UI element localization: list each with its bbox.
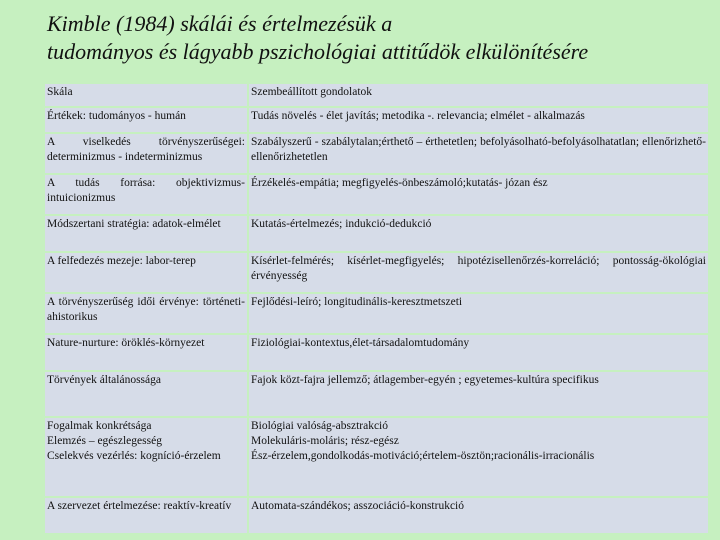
contrast-cell: Szabályszerű - szabálytalan;érthető – érthetetlen; befolyásolható-befolyásolhatatlan; ellenőrizhető-ellenőrizhetetlen [248,133,709,174]
title-line-1: Kimble (1984) skálái és értelmezésük a [47,11,393,36]
kimble-scales-table [43,82,710,535]
scale-cell: A törvényszerűség idői érvénye: történeti-ahistorikus [44,293,248,334]
header-scale: Skála [44,83,248,107]
table-row [44,107,709,133]
contrast-cell: Fejlődési-leíró; longitudinális-keresztmetszeti [248,293,709,334]
scale-cell: Fogalmak konkrétsága Elemzés – egészlegesség Cselekvés vezérlés: kogníció-érzelem [44,417,248,497]
contrast-cell: Biológiai valóság-absztrakció Molekuláris-moláris; rész-egész Ész-érzelem,gondolkodás-motiváció;értelem-ösztön;racionális-irracionális [248,417,709,497]
table-row [44,371,709,417]
contrast-cell: Fajok közt-fajra jellemző; átlagember-egyén ; egyetemes-kultúra specifikus [248,371,709,417]
contrast-cell: Tudás növelés - élet javítás; metodika -. relevancia; elmélet - alkalmazás [248,107,709,133]
scale-cell: Értékek: tudományos - humán [44,107,248,133]
table-row [44,417,709,497]
table-row [44,497,709,534]
scale-cell: Módszertani stratégia: adatok-elmélet [44,215,248,252]
contrast-cell: Automata-szándékos; asszociáció-konstrukció [248,497,709,534]
slide-title [47,10,707,66]
contrast-cell: Érzékelés-empátia; megfigyelés-önbeszámoló;kutatás- józan ész [248,174,709,215]
header-contrast: Szembeállított gondolatok [248,83,709,107]
scale-cell: A felfedezés mezeje: labor-terep [44,252,248,293]
table-row [44,252,709,293]
contrast-cell: Fiziológiai-kontextus,élet-társadalomtudomány [248,334,709,371]
table-header-row [44,83,709,107]
table-row [44,293,709,334]
scale-cell: Törvények általánossága [44,371,248,417]
contrast-cell: Kísérlet-felmérés; kísérlet-megfigyelés; hipotézisellenőrzés-korreláció; pontosság-ökológiai érvényesség [248,252,709,293]
table-row [44,215,709,252]
scale-cell: A szervezet értelmezése: reaktív-kreatív [44,497,248,534]
title-line-2: tudományos és lágyabb pszichológiai attitűdök elkülönítésére [47,39,589,64]
table-row [44,334,709,371]
scale-cell: A tudás forrása: objektivizmus-intuicionizmus [44,174,248,215]
table-row [44,133,709,174]
scale-cell: Nature-nurture: öröklés-környezet [44,334,248,371]
table-row [44,174,709,215]
contrast-cell: Kutatás-értelmezés; indukció-dedukció [248,215,709,252]
scale-cell: A viselkedés törvényszerűségei: determinizmus - indeterminizmus [44,133,248,174]
